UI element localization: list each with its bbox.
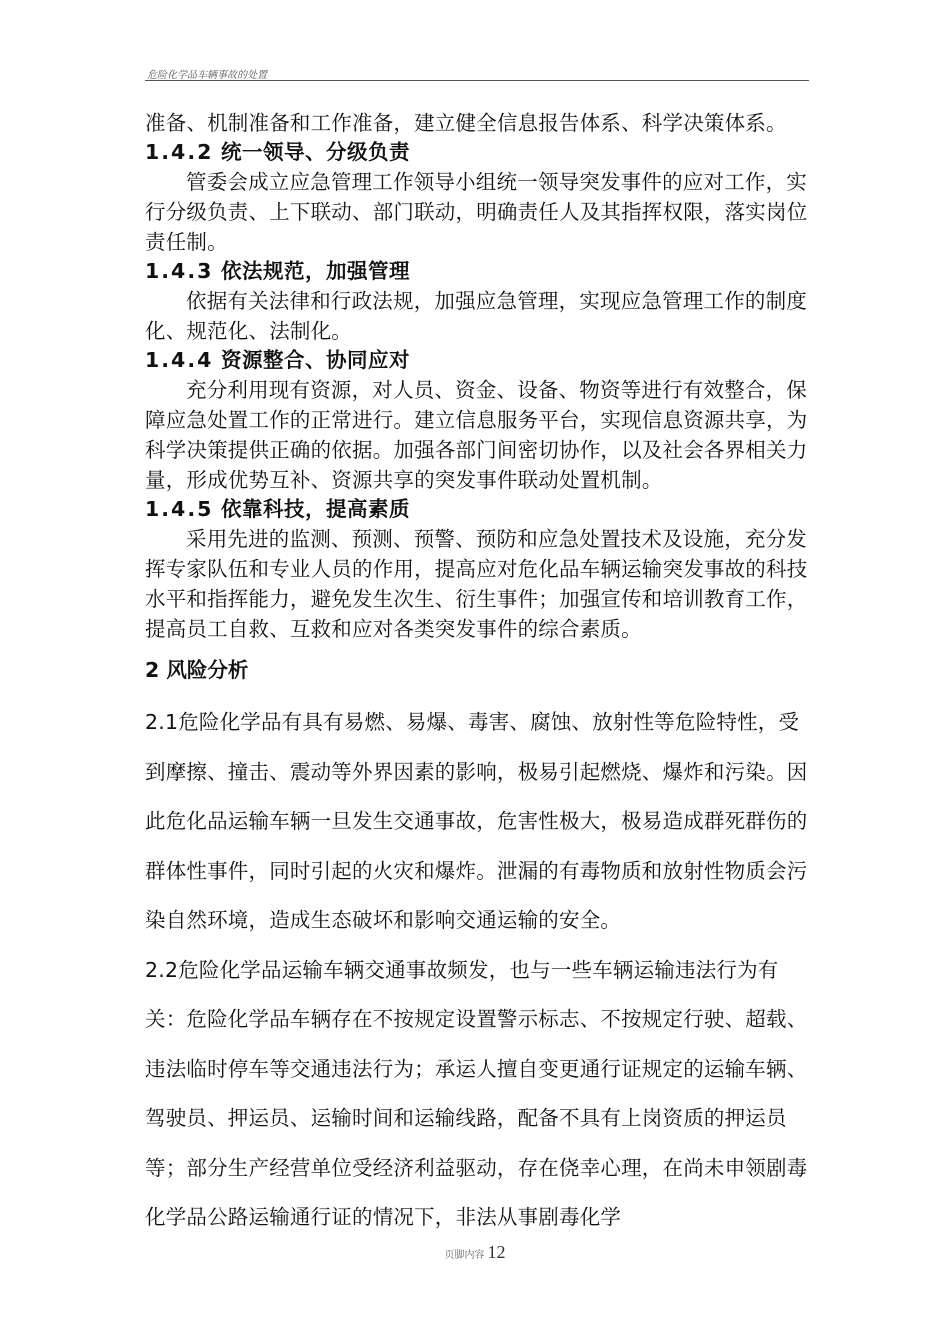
heading-1-4-3 xyxy=(145,257,809,286)
paragraph-1-4-3: 依据有关法律和行政法规，加强应急管理，实现应急管理工作的制度化、规范化、法制化。 xyxy=(145,289,807,343)
heading-number: 1.4.5 xyxy=(145,497,214,521)
page-number: 12 xyxy=(487,1242,506,1262)
paragraph-number: 2.2 xyxy=(145,957,179,982)
paragraph-2-1 xyxy=(145,698,809,946)
footer-label: 页脚内容 xyxy=(444,1250,485,1261)
heading-title: 依法规范，加强管理 xyxy=(221,259,411,283)
paragraph-text: 危险化学品运输车辆交通事故频发，也与一些车辆运输违法行为有关：危险化学品车辆存在不按规定设置警示标志、不按规定行驶、超载、违法临时停车等交通违法行为；承运人擅自变更通行证规定的运输车辆、驾驶员、押运员、运输时间和运输线路，配备不具有上岗资质的押运员等；部分生产经营单位受经济利益驱动，存在侥幸心理，在尚未申领剧毒化学品公路运输通行证的情况下，非法从事剧毒化学 xyxy=(145,957,808,1229)
heading-1-4-5 xyxy=(145,495,809,524)
document-body xyxy=(145,108,809,1243)
heading-title: 统一领导、分级负责 xyxy=(221,140,411,164)
heading-1-4-4 xyxy=(145,346,809,375)
heading-number: 1.4.4 xyxy=(145,348,214,372)
heading-title: 资源整合、协同应对 xyxy=(221,348,411,372)
intro-paragraph: 准备、机制准备和工作准备，建立健全信息报告体系、科学决策体系。 xyxy=(145,111,787,135)
paragraph-1-4-5: 采用先进的监测、预测、预警、预防和应急处置技术及设施，充分发挥专家队伍和专业人员的作用，提高应对危化品车辆运输突发事故的科技水平和指挥能力，避免发生次生、衍生事件；加强宣传和培训教育工作，提高员工自救、互救和应对各类突发事件的综合素质。 xyxy=(145,527,808,641)
heading-number: 1.4.3 xyxy=(145,259,214,283)
page-footer xyxy=(0,1242,950,1263)
section-2-heading: 2 风险分析 xyxy=(145,658,249,682)
paragraph-2-2 xyxy=(145,946,809,1243)
running-header: 危险化学品车辆事故的处置 xyxy=(147,70,267,81)
paragraph-1-4-4: 充分利用现有资源，对人员、资金、设备、物资等进行有效整合，保障应急处置工作的正常进行。建立信息服务平台，实现信息资源共享，为科学决策提供正确的依据。加强各部门间密切协作，以及社会各界相关力量，形成优势互补、资源共享的突发事件联动处置机制。 xyxy=(145,378,808,492)
paragraph-text: 危险化学品有具有易燃、易爆、毒害、腐蚀、放射性等危险特性，受到摩擦、撞击、震动等外界因素的影响，极易引起燃烧、爆炸和污染。因此危化品运输车辆一旦发生交通事故，危害性极大，极易造成群死群伤的群体性事件，同时引起的火灾和爆炸。泄漏的有毒物质和放射性物质会污染自然环境，造成生态破坏和影响交通运输的安全。 xyxy=(145,710,808,932)
header-divider xyxy=(145,80,809,81)
heading-number: 1.4.2 xyxy=(145,140,214,164)
heading-title: 依靠科技，提高素质 xyxy=(221,497,411,521)
paragraph-number: 2.1 xyxy=(145,710,179,734)
paragraph-1-4-2: 管委会成立应急管理工作领导小组统一领导突发事件的应对工作，实行分级负责、上下联动、部门联动，明确责任人及其指挥权限，落实岗位责任制。 xyxy=(145,170,808,254)
heading-1-4-2 xyxy=(145,138,809,167)
